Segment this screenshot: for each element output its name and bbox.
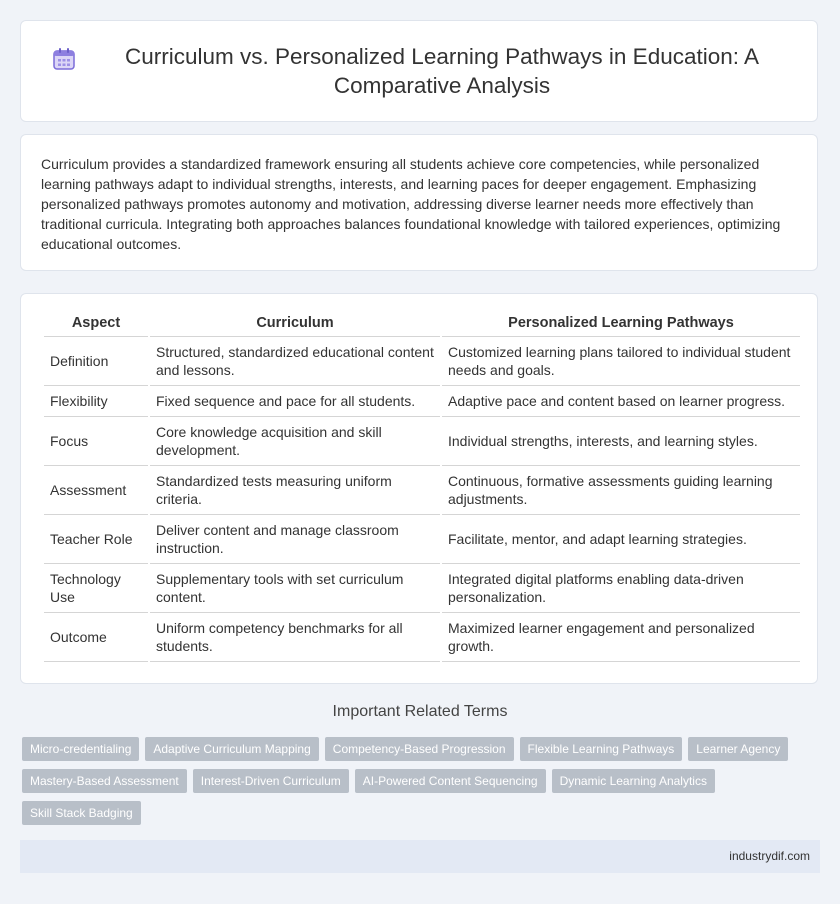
header-personalized: Personalized Learning Pathways <box>442 310 800 337</box>
table-row <box>44 386 800 417</box>
related-terms-title: Important Related Terms <box>332 703 508 720</box>
personalized-cell: Continuous, formative assessments guiding learning adjustments. <box>442 466 800 515</box>
table-header-row <box>44 310 800 337</box>
tag-micro-credentialing[interactable]: Micro-credentialing <box>22 737 139 761</box>
table-row <box>44 564 800 613</box>
aspect-cell: Teacher Role <box>44 515 148 564</box>
tag-competency-based-progression[interactable]: Competency-Based Progression <box>325 737 514 761</box>
curriculum-cell: Deliver content and manage classroom instruction. <box>150 515 440 564</box>
personalized-cell: Integrated digital platforms enabling data-driven personalization. <box>442 564 800 613</box>
tag-adaptive-curriculum-mapping[interactable]: Adaptive Curriculum Mapping <box>145 737 318 761</box>
intro-paragraph: Curriculum provides a standardized framework ensuring all students achieve core competencies, while personalized learning pathways adapt to individual strengths, interests, and learning paces for deeper engagement. Emphasizing personalized pathways promotes autonomy and motivation, addressing diverse learner needs more effectively than traditional curricula. Integrating both approaches balances foundational knowledge with tailored experiences, optimizing educational outcomes. <box>41 156 781 252</box>
aspect-cell: Assessment <box>44 466 148 515</box>
aspect-cell: Flexibility <box>44 386 148 417</box>
personalized-cell: Individual strengths, interests, and learning styles. <box>442 417 800 466</box>
tag-mastery-based-assessment[interactable]: Mastery-Based Assessment <box>22 769 187 793</box>
header-curriculum: Curriculum <box>150 310 440 337</box>
curriculum-cell: Fixed sequence and pace for all students. <box>150 386 440 417</box>
table-row <box>44 613 800 662</box>
aspect-cell: Technology Use <box>44 564 148 613</box>
page-title: Curriculum vs. Personalized Learning Pathways in Education: A Comparative Analysis <box>124 44 760 98</box>
comparison-table <box>42 310 802 662</box>
table-row <box>44 466 800 515</box>
tag-flexible-learning-pathways[interactable]: Flexible Learning Pathways <box>520 737 683 761</box>
tag-ai-powered-content-sequencing[interactable]: AI-Powered Content Sequencing <box>355 769 546 793</box>
tag-skill-stack-badging[interactable]: Skill Stack Badging <box>22 801 141 825</box>
personalized-cell: Maximized learner engagement and personalized growth. <box>442 613 800 662</box>
comparison-card <box>20 293 818 684</box>
aspect-cell: Definition <box>44 337 148 386</box>
curriculum-cell: Core knowledge acquisition and skill development. <box>150 417 440 466</box>
table-row <box>44 515 800 564</box>
footer <box>20 840 820 873</box>
curriculum-cell: Structured, standardized educational content and lessons. <box>150 337 440 386</box>
aspect-cell: Outcome <box>44 613 148 662</box>
calendar-icon <box>51 46 77 72</box>
tag-dynamic-learning-analytics[interactable]: Dynamic Learning Analytics <box>552 769 715 793</box>
title-wrap <box>21 42 817 100</box>
intro-card <box>20 134 818 271</box>
table-row <box>44 417 800 466</box>
curriculum-cell: Uniform competency benchmarks for all students. <box>150 613 440 662</box>
personalized-cell: Customized learning plans tailored to individual student needs and goals. <box>442 337 800 386</box>
related-terms-tags <box>22 737 822 833</box>
table-row <box>44 337 800 386</box>
personalized-cell: Adaptive pace and content based on learner progress. <box>442 386 800 417</box>
curriculum-cell: Supplementary tools with set curriculum content. <box>150 564 440 613</box>
tag-interest-driven-curriculum[interactable]: Interest-Driven Curriculum <box>193 769 349 793</box>
header-aspect: Aspect <box>44 310 148 337</box>
personalized-cell: Facilitate, mentor, and adapt learning strategies. <box>442 515 800 564</box>
tag-learner-agency[interactable]: Learner Agency <box>688 737 788 761</box>
footer-site[interactable]: industrydif.com <box>729 849 810 863</box>
title-card <box>20 20 818 122</box>
curriculum-cell: Standardized tests measuring uniform criteria. <box>150 466 440 515</box>
aspect-cell: Focus <box>44 417 148 466</box>
